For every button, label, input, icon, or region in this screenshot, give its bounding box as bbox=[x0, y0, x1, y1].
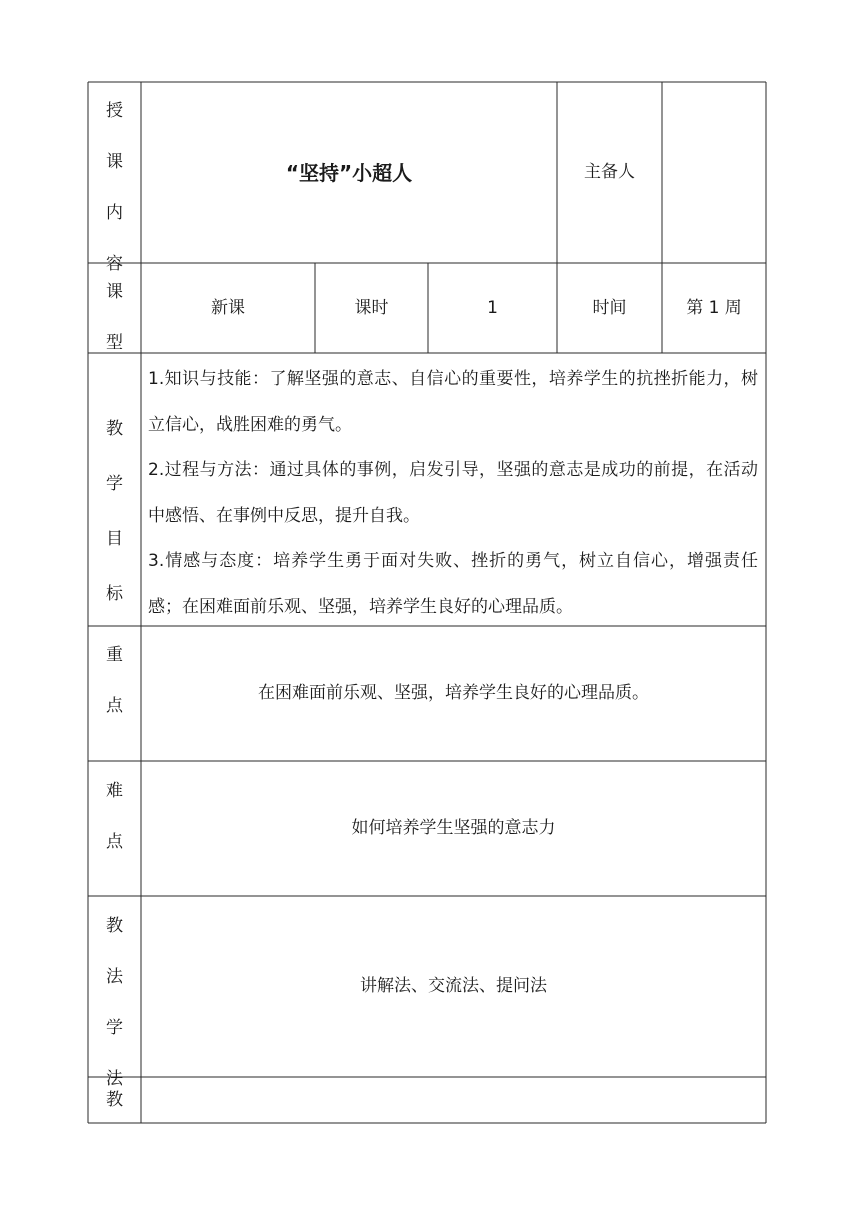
goal-item: 2.过程与方法：通过具体的事例，启发引导，坚强的意志是成功的前提，在活动中感悟、在事例中反思，提升自我。 bbox=[148, 460, 758, 526]
lesson-type-label: 课 型 bbox=[106, 282, 123, 353]
lesson-title: “坚持”小超人 bbox=[285, 160, 413, 185]
key-points-label: 重 点 bbox=[106, 645, 123, 716]
class-hours-value: 1 bbox=[487, 297, 498, 318]
teaching-goals-text bbox=[148, 357, 758, 630]
class-hours-label: 课时 bbox=[354, 297, 389, 318]
preparer-value bbox=[662, 82, 766, 263]
lesson-content-label: 授 课 内 容 bbox=[106, 101, 123, 274]
goal-item: 1.知识与技能：了解坚强的意志、自信心的重要性，培养学生的抗挫折能力，树立信心，战胜困难的勇气。 bbox=[148, 369, 758, 435]
teaching-process-label: 教 bbox=[106, 1089, 123, 1110]
time-label: 时间 bbox=[592, 297, 627, 318]
difficulties-label: 难 点 bbox=[106, 781, 123, 852]
preparer-label: 主备人 bbox=[584, 162, 635, 182]
key-points-text: 在困难面前乐观、坚强，培养学生良好的心理品质。 bbox=[258, 683, 649, 703]
lesson-type-value: 新课 bbox=[211, 297, 245, 318]
goal-item: 3.情感与态度：培养学生勇于面对失败、挫折的勇气，树立自信心，增强责任感；在困难面前乐观、坚强，培养学生良好的心理品质。 bbox=[148, 551, 758, 617]
methods-text: 讲解法、交流法、提问法 bbox=[360, 976, 547, 996]
time-value: 第 1 周 bbox=[686, 297, 742, 318]
methods-label: 教 法 学 法 bbox=[106, 916, 123, 1089]
difficulties-text: 如何培养学生坚强的意志力 bbox=[351, 818, 556, 838]
teaching-goals-label: 教 学 目 标 bbox=[106, 419, 123, 604]
